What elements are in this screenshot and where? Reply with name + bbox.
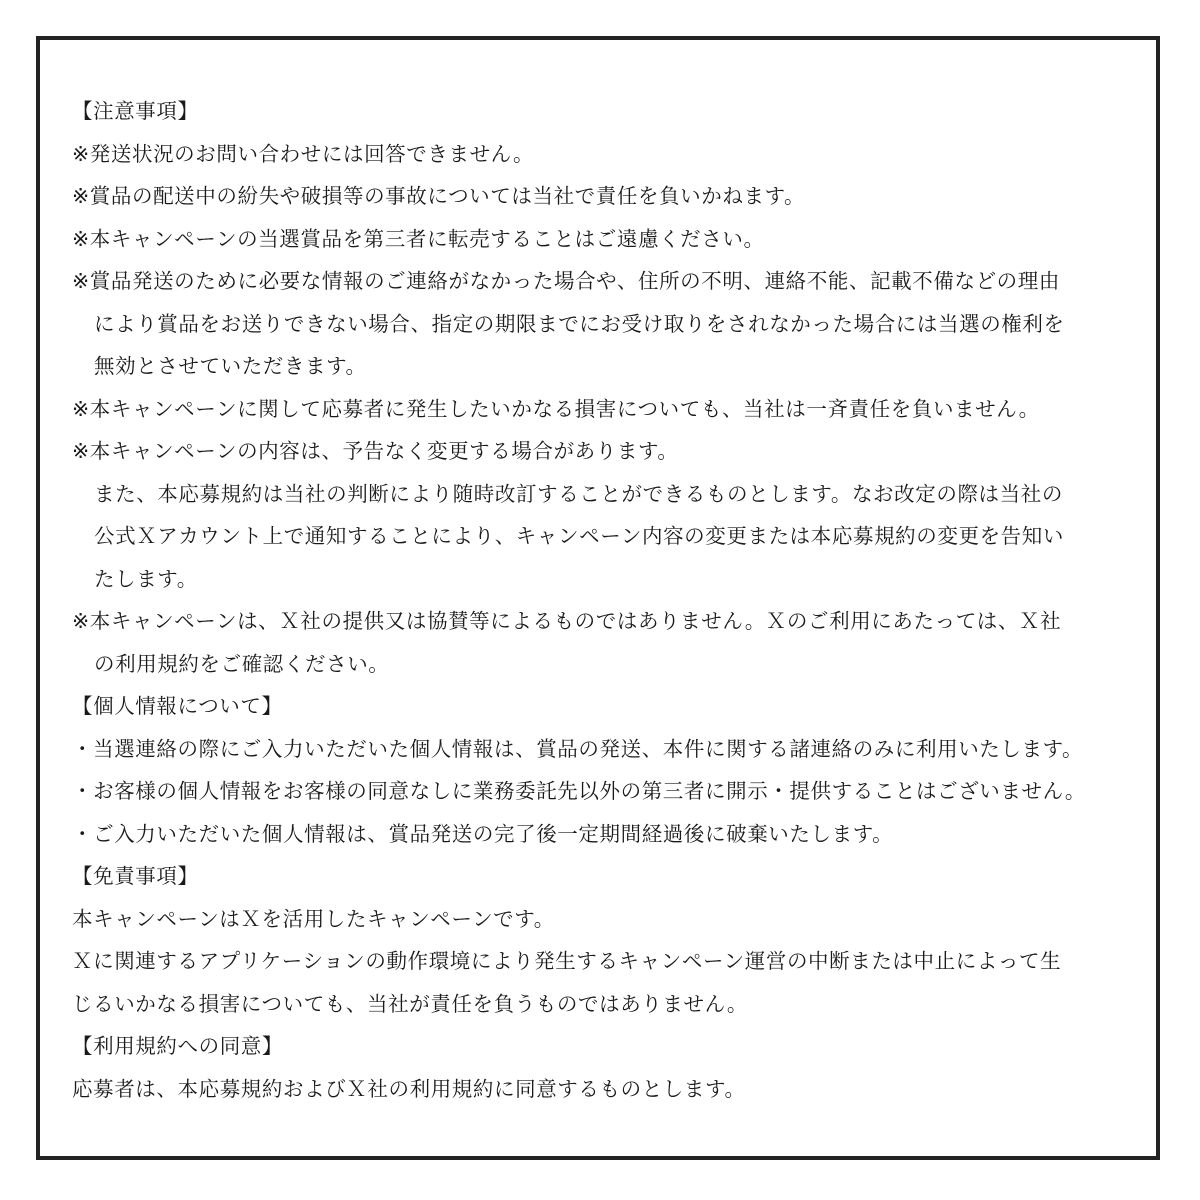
terms-content (72, 90, 1152, 1110)
disclaimer-line: Ｘに関連するアプリケーションの動作環境により発生するキャンペーン運営の中断または中止によって生 (72, 949, 1062, 973)
section-heading-disclaimer: 【免責事項】 (72, 864, 199, 888)
section-heading-notes: 【注意事項】 (72, 99, 199, 123)
notes-line: 無効とさせていただきます。 (94, 354, 367, 378)
notes-line: ※発送状況のお問い合わせには回答できません。 (72, 141, 535, 166)
section-heading-privacy: 【個人情報について】 (72, 694, 283, 718)
notes-line: ※本キャンペーンに関して応募者に発生したいかなる損害についても、当社は一斉責任を負いません。 (72, 396, 1040, 421)
notes-line: ※本キャンペーンの内容は、予告なく変更する場合があります。 (72, 439, 679, 463)
agreement-line: 応募者は、本応募規約およびＸ社の利用規約に同意するものとします。 (72, 1076, 746, 1101)
notes-line: ※賞品発送のために必要な情報のご連絡がなかった場合や、住所の不明、連絡不能、記載不備などの理由 (72, 269, 1060, 293)
privacy-line: ・ご入力いただいた個人情報は、賞品発送の完了後一定期間経過後に破棄いたします。 (72, 821, 894, 846)
notes-line: たします。 (94, 566, 198, 591)
notes-line: また、本応募規約は当社の判断により随時改訂することができるものとします。なお改定の際は当社の (94, 481, 1063, 506)
document-frame (36, 36, 1160, 1160)
notes-line: ※本キャンペーンは、Ｘ社の提供又は協賛等によるものではありません。Ｘのご利用にあたっては、Ｘ社 (72, 609, 1062, 633)
disclaimer-line: 本キャンペーンはＸを活用したキャンペーンです。 (72, 906, 555, 931)
notes-line: の利用規約をご確認ください。 (94, 651, 390, 676)
disclaimer-line: じるいかなる損害についても、当社が責任を負うものではありません。 (72, 991, 749, 1016)
privacy-line: ・お客様の個人情報をお客様の同意なしに業務委託先以外の第三者に開示・提供することはございません。 (72, 779, 1087, 803)
notes-line: 公式Ｘアカウント上で通知することにより、キャンペーン内容の変更または本応募規約の変更を告知い (94, 524, 1064, 548)
section-heading-agreement: 【利用規約への同意】 (72, 1034, 283, 1058)
privacy-line: ・当選連絡の際にご入力いただいた個人情報は、賞品の発送、本件に関する諸連絡のみに利用いたします。 (72, 736, 1084, 761)
notes-line: により賞品をお送りできない場合、指定の期限までにお受け取りをされなかった場合には当選の権利を (94, 311, 1065, 336)
notes-line: ※本キャンペーンの当選賞品を第三者に転売することはご遠慮ください。 (72, 226, 765, 251)
notes-line: ※賞品の配送中の紛失や破損等の事故については当社で責任を負いかねます。 (72, 184, 806, 208)
